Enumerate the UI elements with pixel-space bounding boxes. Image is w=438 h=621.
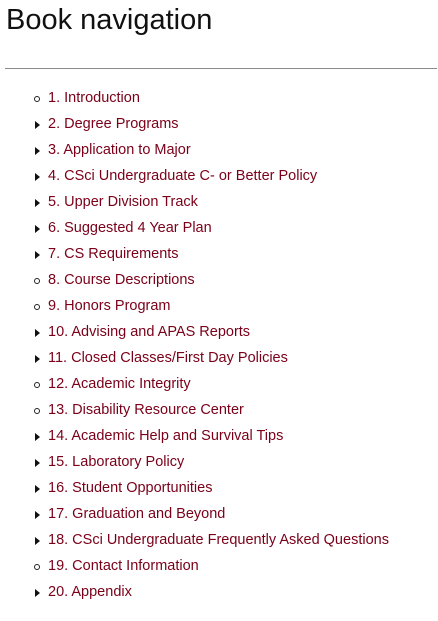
- nav-item-link[interactable]: 14. Academic Help and Survival Tips: [48, 428, 284, 444]
- triangle-right-icon[interactable]: [34, 199, 42, 207]
- nav-item-link[interactable]: 15. Laboratory Policy: [48, 454, 185, 470]
- nav-item-link[interactable]: 17. Graduation and Beyond: [48, 506, 226, 522]
- nav-item[interactable]: [0, 398, 389, 424]
- book-nav-list: [0, 86, 389, 606]
- nav-item[interactable]: [0, 138, 389, 164]
- nav-item[interactable]: [0, 294, 389, 320]
- nav-item-link[interactable]: 9. Honors Program: [48, 298, 171, 314]
- nav-item[interactable]: [0, 164, 389, 190]
- triangle-right-icon[interactable]: [34, 225, 42, 233]
- nav-item-link[interactable]: 7. CS Requirements: [48, 246, 179, 262]
- nav-item[interactable]: [0, 424, 389, 450]
- triangle-right-icon[interactable]: [34, 251, 42, 259]
- nav-item-link[interactable]: 3. Application to Major: [48, 142, 191, 158]
- nav-item-link[interactable]: 12. Academic Integrity: [48, 376, 191, 392]
- nav-item-link[interactable]: 1. Introduction: [48, 90, 140, 106]
- triangle-right-icon[interactable]: [34, 173, 42, 181]
- nav-item-link[interactable]: 10. Advising and APAS Reports: [48, 324, 251, 340]
- nav-item-link[interactable]: 6. Suggested 4 Year Plan: [48, 220, 212, 236]
- nav-item-link[interactable]: 11. Closed Classes/First Day Policies: [48, 350, 288, 366]
- nav-item[interactable]: [0, 580, 389, 606]
- nav-item-link[interactable]: 16. Student Opportunities: [48, 480, 213, 496]
- block-title: Book navigation: [6, 4, 213, 36]
- triangle-right-icon[interactable]: [34, 511, 42, 519]
- nav-item[interactable]: [0, 112, 389, 138]
- nav-item-link[interactable]: 19. Contact Information: [48, 558, 199, 574]
- triangle-right-icon[interactable]: [34, 147, 42, 155]
- triangle-right-icon[interactable]: [34, 355, 42, 363]
- nav-item[interactable]: [0, 216, 389, 242]
- nav-item-link[interactable]: 2. Degree Programs: [48, 116, 179, 132]
- nav-item-link[interactable]: 8. Course Descriptions: [48, 272, 195, 288]
- nav-item[interactable]: [0, 476, 389, 502]
- triangle-right-icon[interactable]: [34, 589, 42, 597]
- nav-item[interactable]: [0, 450, 389, 476]
- circle-bullet-icon: [34, 407, 42, 415]
- circle-bullet-icon: [34, 303, 42, 311]
- triangle-right-icon[interactable]: [34, 485, 42, 493]
- nav-item[interactable]: [0, 554, 389, 580]
- nav-item[interactable]: [0, 320, 389, 346]
- nav-item[interactable]: [0, 528, 389, 554]
- nav-item-link[interactable]: 20. Appendix: [48, 584, 132, 600]
- triangle-right-icon[interactable]: [34, 121, 42, 129]
- circle-bullet-icon: [34, 381, 42, 389]
- nav-item[interactable]: [0, 242, 389, 268]
- nav-item[interactable]: [0, 268, 389, 294]
- circle-bullet-icon: [34, 277, 42, 285]
- circle-bullet-icon: [34, 563, 42, 571]
- nav-item[interactable]: [0, 346, 389, 372]
- triangle-right-icon[interactable]: [34, 537, 42, 545]
- nav-item-link[interactable]: 13. Disability Resource Center: [48, 402, 244, 418]
- circle-bullet-icon: [34, 95, 42, 103]
- nav-item[interactable]: [0, 372, 389, 398]
- title-divider: [5, 68, 437, 69]
- nav-item-link[interactable]: 5. Upper Division Track: [48, 194, 198, 210]
- triangle-right-icon[interactable]: [34, 459, 42, 467]
- nav-item[interactable]: [0, 502, 389, 528]
- nav-item-link[interactable]: 4. CSci Undergraduate C- or Better Policy: [48, 168, 318, 184]
- nav-item[interactable]: [0, 190, 389, 216]
- triangle-right-icon[interactable]: [34, 433, 42, 441]
- nav-item-link[interactable]: 18. CSci Undergraduate Frequently Asked Questions: [48, 532, 389, 548]
- triangle-right-icon[interactable]: [34, 329, 42, 337]
- nav-item[interactable]: [0, 86, 389, 112]
